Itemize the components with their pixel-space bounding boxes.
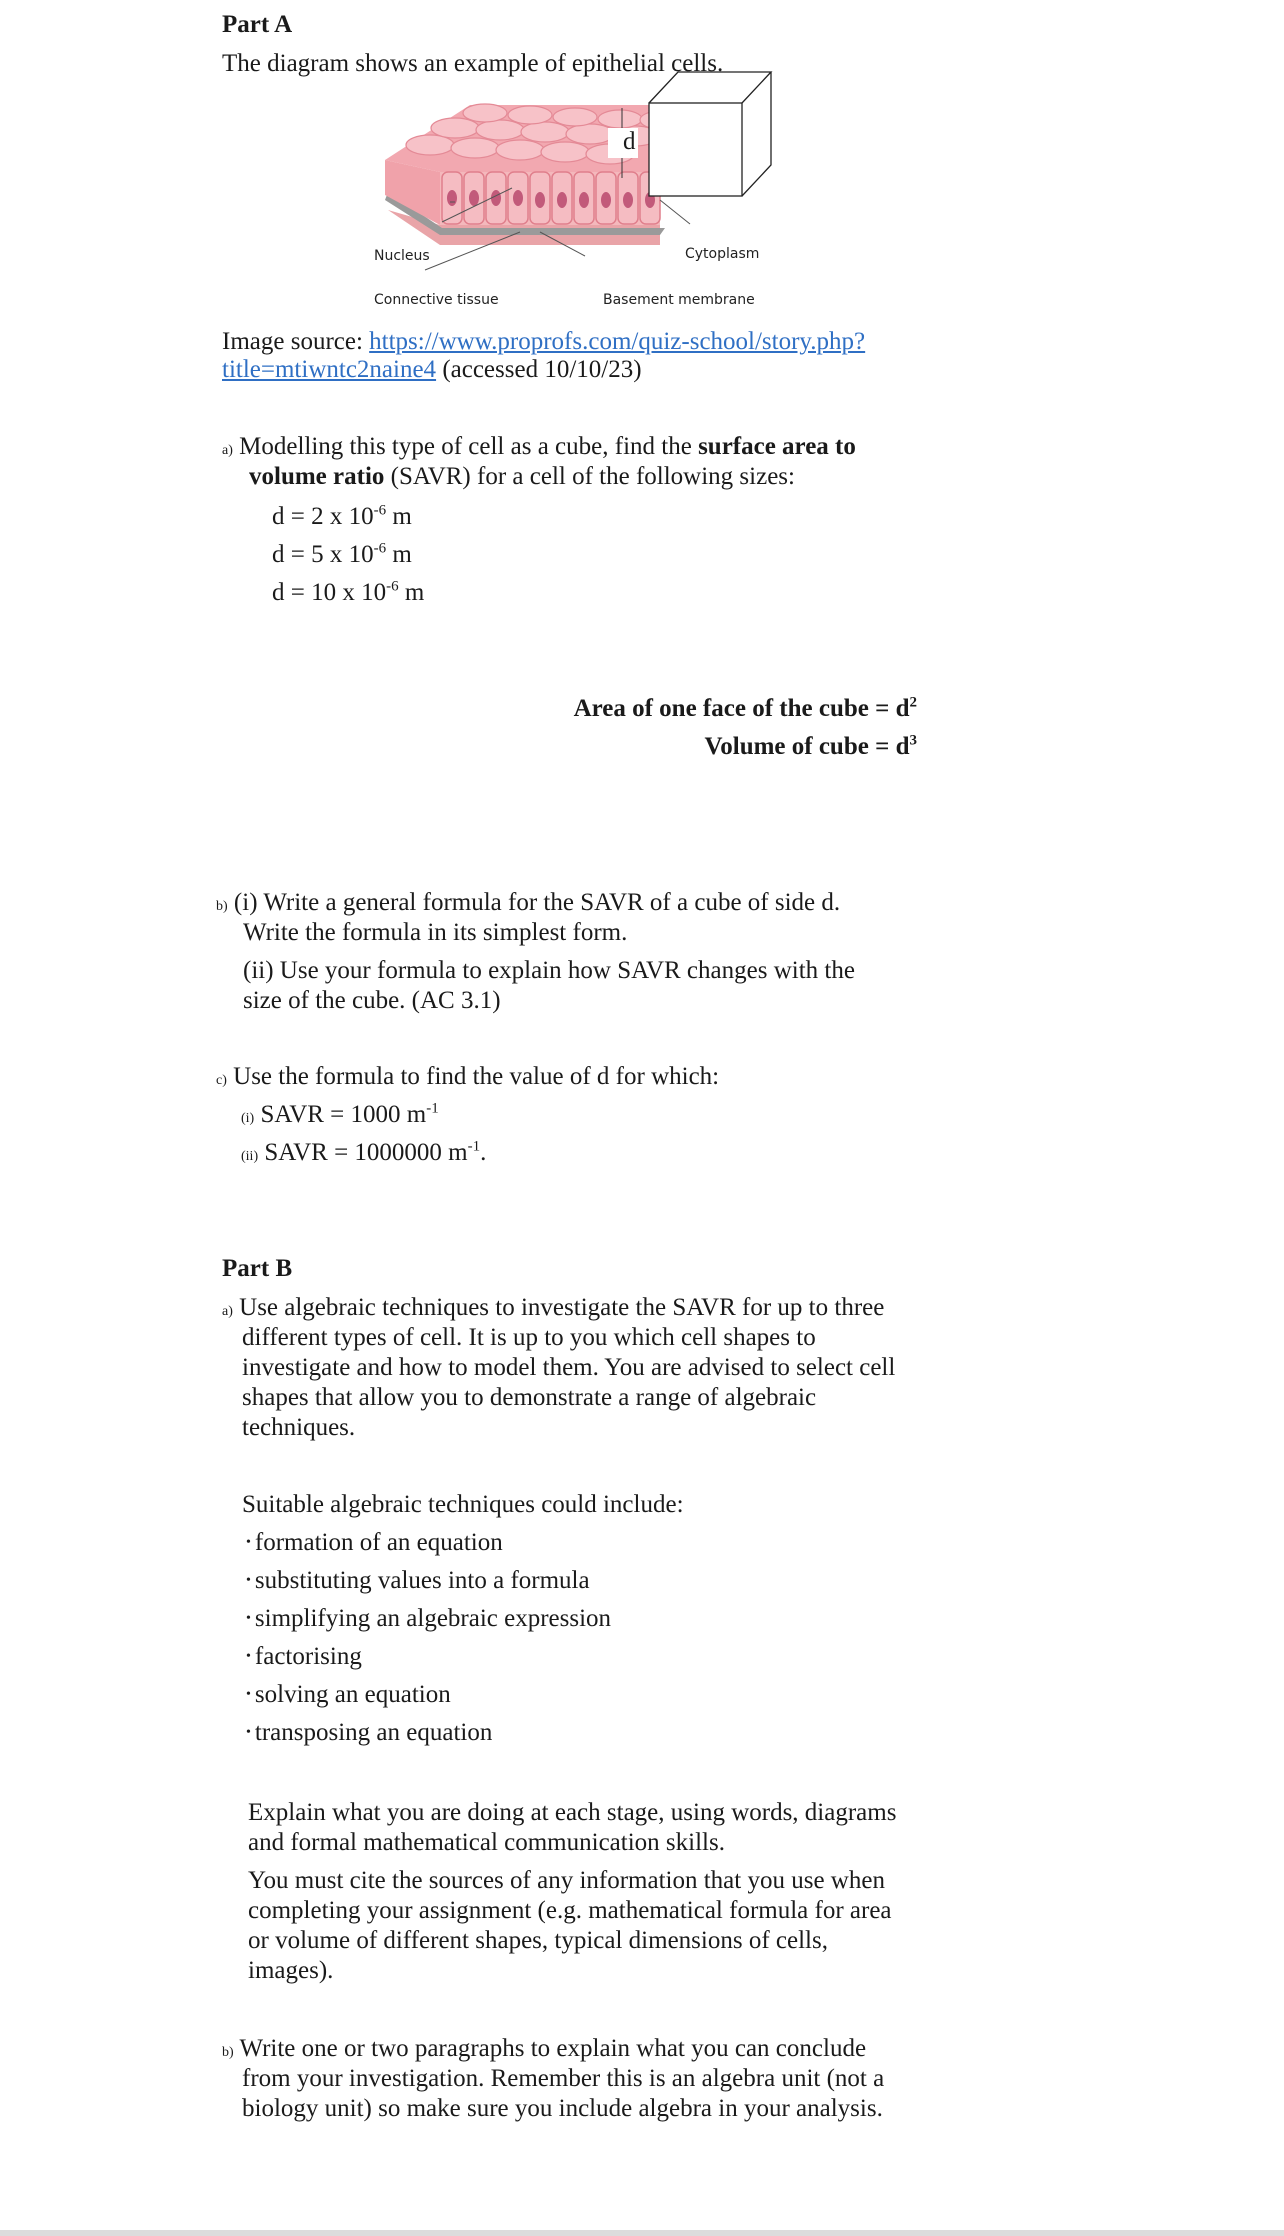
question-b-a-marker: a) — [222, 1304, 233, 1319]
bullet-4: • — [246, 1649, 251, 1664]
technique-3-text: simplifying an algebraic expression — [254, 1605, 612, 1632]
bullet-6: • — [246, 1725, 251, 1740]
technique-4-text: factorising — [254, 1643, 362, 1670]
epithelial-cells-diagram — [360, 60, 800, 320]
label-connective-tissue: Connective tissue — [374, 292, 499, 308]
area-hint-text: Area of one face of the cube = d — [573, 695, 910, 722]
question-b-b-line1 — [222, 2034, 866, 2068]
part-a-heading: Part A — [222, 11, 293, 38]
image-source-line1 — [222, 327, 865, 357]
bullet-1: • — [246, 1535, 251, 1550]
explain-line2: and formal mathematical communication skills. — [248, 1829, 725, 1856]
technique-3 — [246, 1604, 611, 1638]
question-a-a-text: Modelling this type of cell as a cube, find the — [239, 433, 699, 460]
technique-5 — [246, 1680, 451, 1714]
volume-hint-exp: 3 — [909, 732, 917, 749]
volume-hint-text: Volume of cube = d — [704, 733, 910, 760]
size-3-value: d = 10 x 10 — [272, 579, 387, 606]
size-1 — [272, 502, 412, 532]
technique-1 — [246, 1528, 503, 1562]
technique-2 — [246, 1566, 590, 1600]
cube-model — [649, 72, 771, 196]
side-label: d — [623, 128, 636, 155]
image-source-prefix: Image source: — [222, 328, 370, 355]
part-a-intro: The diagram shows an example of epithelial cells. — [222, 50, 724, 77]
question-b-b-line3: biology unit) so make sure you include algebra in your analysis. — [242, 2095, 883, 2122]
question-a-c-item-i — [241, 1100, 439, 1134]
explain-line1: Explain what you are doing at each stage, using words, diagrams — [248, 1799, 897, 1826]
item-ii-end: . — [480, 1139, 487, 1166]
question-a-a-bold2: volume ratio — [249, 463, 385, 490]
size-1-value: d = 2 x 10 — [272, 503, 374, 530]
volume-hint — [704, 732, 917, 762]
technique-6 — [246, 1718, 492, 1752]
question-a-c-marker: c) — [216, 1073, 227, 1088]
bullet-5: • — [246, 1687, 251, 1702]
cite-line1: You must cite the sources of any information that you use when — [248, 1867, 885, 1894]
item-i-text: SAVR = 1000 m — [260, 1101, 427, 1128]
label-cytoplasm: Cytoplasm — [685, 246, 760, 262]
size-2 — [272, 540, 412, 570]
question-a-a-line2 — [249, 462, 795, 492]
item-i-exp: -1 — [426, 1100, 439, 1117]
size-1-unit: m — [386, 503, 412, 530]
page-bottom-edge — [0, 2230, 1284, 2236]
cite-line4: images). — [248, 1957, 334, 1984]
question-b-a-line5: techniques. — [242, 1414, 356, 1441]
size-2-unit: m — [386, 541, 412, 568]
question-a-a-marker: a) — [222, 443, 233, 458]
label-nucleus: Nucleus — [374, 248, 430, 264]
question-b-a-line3: investigate and how to model them. You are advised to select cell — [242, 1354, 896, 1381]
image-source-link-cont[interactable]: title=mtiwntc2naine4 — [222, 356, 437, 383]
item-i-marker: (i) — [241, 1111, 255, 1126]
item-ii-marker: (ii) — [241, 1149, 259, 1164]
question-a-b-ii-line2: size of the cube. (AC 3.1) — [243, 987, 501, 1014]
question-a-a-bold: surface area to — [698, 433, 856, 460]
question-b-b-text: Write one or two paragraphs to explain what you can conclude — [239, 2035, 867, 2062]
question-a-b-i-line2: Write the formula in its simplest form. — [243, 919, 628, 946]
item-ii-exp: -1 — [467, 1138, 481, 1155]
question-a-a-text2: (SAVR) for a cell of the following sizes: — [384, 463, 795, 490]
image-source-line2 — [222, 355, 642, 385]
question-b-a-line1 — [222, 1293, 884, 1327]
technique-2-text: substituting values into a formula — [254, 1567, 590, 1594]
question-a-a-line1 — [222, 432, 856, 466]
cite-line3: or volume of different shapes, typical dimensions of cells, — [248, 1927, 828, 1954]
area-hint-exp: 2 — [909, 694, 917, 711]
technique-5-text: solving an equation — [254, 1681, 451, 1708]
question-a-c-text: Use the formula to find the value of d for which: — [233, 1063, 720, 1090]
size-3-exp: -6 — [386, 578, 399, 595]
question-a-b-marker: b) — [216, 899, 228, 914]
question-b-a-line2: different types of cell. It is up to you which cell shapes to — [242, 1324, 816, 1351]
image-source-link[interactable]: https://www.proprofs.com/quiz-school/story.php? — [369, 328, 866, 355]
question-a-c-line — [216, 1062, 719, 1096]
technique-4 — [246, 1642, 362, 1676]
size-3 — [272, 578, 424, 608]
item-ii-text: SAVR = 1000000 m — [264, 1139, 468, 1166]
question-a-b-i-text: (i) Write a general formula for the SAVR of a cube of side d. — [233, 889, 841, 916]
technique-1-text: formation of an equation — [254, 1529, 503, 1556]
label-basement-membrane: Basement membrane — [603, 292, 755, 308]
bullet-3: • — [246, 1611, 251, 1626]
question-b-a-line4: shapes that allow you to demonstrate a range of algebraic — [242, 1384, 817, 1411]
size-3-unit: m — [398, 579, 425, 606]
cite-line2: completing your assignment (e.g. mathematical formula for area — [248, 1897, 892, 1924]
techniques-intro: Suitable algebraic techniques could include: — [242, 1491, 684, 1518]
question-b-b-marker: b) — [222, 2045, 234, 2060]
question-b-a-text: Use algebraic techniques to investigate the SAVR for up to three — [239, 1294, 885, 1321]
question-a-b-i-line1 — [216, 888, 840, 922]
area-hint — [574, 694, 917, 724]
question-a-c-item-ii — [241, 1138, 486, 1172]
size-1-exp: -6 — [373, 502, 387, 519]
size-2-exp: -6 — [373, 540, 387, 557]
question-a-b-ii-line1: (ii) Use your formula to explain how SAVR changes with the — [243, 957, 855, 984]
bullet-2: • — [246, 1573, 251, 1588]
image-source-suffix: (accessed 10/10/23) — [436, 356, 642, 383]
size-2-value: d = 5 x 10 — [272, 541, 374, 568]
question-b-b-line2: from your investigation. Remember this is an algebra unit (not a — [242, 2065, 885, 2092]
part-b-heading: Part B — [222, 1255, 293, 1282]
technique-6-text: transposing an equation — [254, 1719, 493, 1746]
